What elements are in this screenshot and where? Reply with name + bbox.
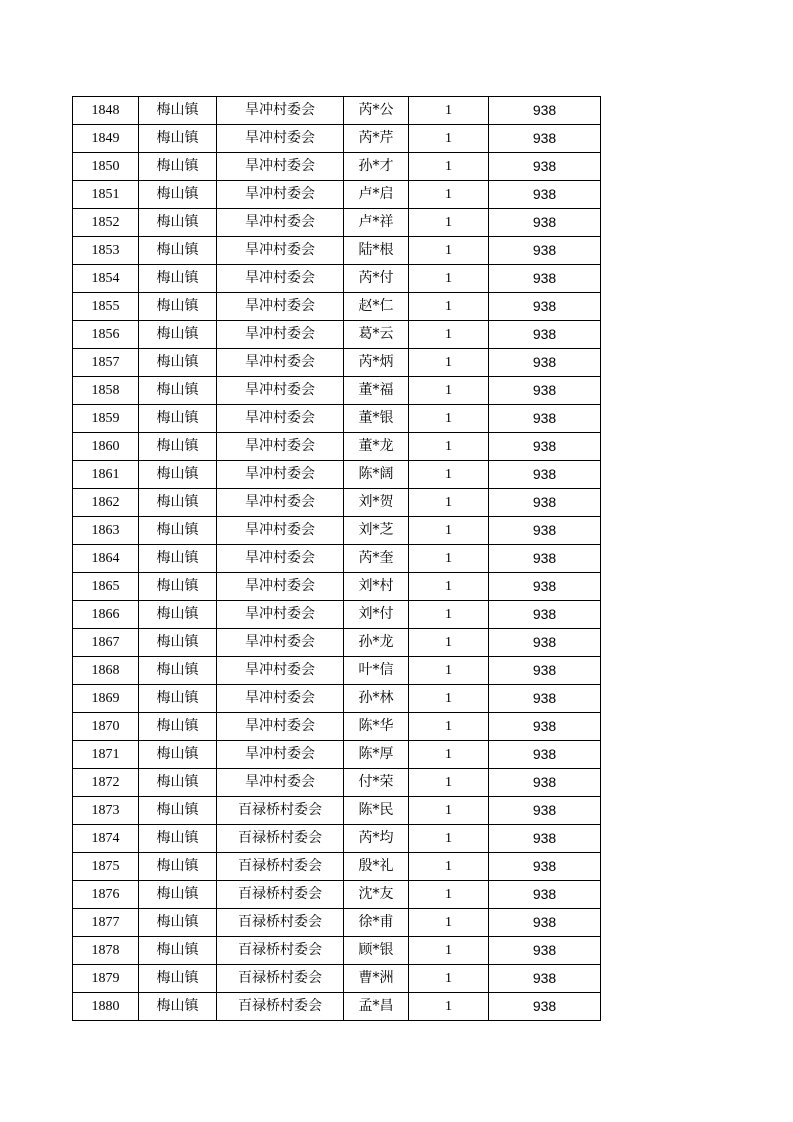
town-cell: 梅山镇: [139, 433, 217, 461]
amount-cell: 938: [489, 349, 601, 377]
town-cell: 梅山镇: [139, 601, 217, 629]
row-number-cell: 1851: [73, 181, 139, 209]
amount-cell: 938: [489, 125, 601, 153]
town-cell: 梅山镇: [139, 517, 217, 545]
count-cell: 1: [409, 993, 489, 1021]
recipient-name-cell: 刘*村: [344, 573, 409, 601]
count-cell: 1: [409, 797, 489, 825]
row-number-cell: 1860: [73, 433, 139, 461]
village-committee-cell: 百禄桥村委会: [217, 909, 344, 937]
town-cell: 梅山镇: [139, 909, 217, 937]
town-cell: 梅山镇: [139, 209, 217, 237]
village-committee-cell: 旱冲村委会: [217, 153, 344, 181]
row-number-cell: 1856: [73, 321, 139, 349]
recipient-name-cell: 芮*奎: [344, 545, 409, 573]
row-number-cell: 1857: [73, 349, 139, 377]
village-committee-cell: 旱冲村委会: [217, 461, 344, 489]
table-row: [73, 741, 601, 769]
row-number-cell: 1870: [73, 713, 139, 741]
row-number-cell: 1872: [73, 769, 139, 797]
table-row: [73, 909, 601, 937]
table-row: [73, 993, 601, 1021]
town-cell: 梅山镇: [139, 265, 217, 293]
count-cell: 1: [409, 461, 489, 489]
row-number-cell: 1862: [73, 489, 139, 517]
town-cell: 梅山镇: [139, 797, 217, 825]
row-number-cell: 1849: [73, 125, 139, 153]
town-cell: 梅山镇: [139, 293, 217, 321]
recipient-name-cell: 孙*龙: [344, 629, 409, 657]
count-cell: 1: [409, 405, 489, 433]
amount-cell: 938: [489, 965, 601, 993]
table-row: [73, 461, 601, 489]
amount-cell: 938: [489, 685, 601, 713]
town-cell: 梅山镇: [139, 97, 217, 125]
table-row: [73, 657, 601, 685]
count-cell: 1: [409, 209, 489, 237]
amount-cell: 938: [489, 237, 601, 265]
count-cell: 1: [409, 825, 489, 853]
amount-cell: 938: [489, 993, 601, 1021]
table-row: [73, 713, 601, 741]
count-cell: 1: [409, 909, 489, 937]
amount-cell: 938: [489, 181, 601, 209]
town-cell: 梅山镇: [139, 573, 217, 601]
village-committee-cell: 旱冲村委会: [217, 349, 344, 377]
recipient-name-cell: 孟*昌: [344, 993, 409, 1021]
town-cell: 梅山镇: [139, 685, 217, 713]
amount-cell: 938: [489, 573, 601, 601]
recipient-name-cell: 卢*祥: [344, 209, 409, 237]
table-row: [73, 489, 601, 517]
row-number-cell: 1859: [73, 405, 139, 433]
count-cell: 1: [409, 237, 489, 265]
amount-cell: 938: [489, 629, 601, 657]
row-number-cell: 1880: [73, 993, 139, 1021]
amount-cell: 938: [489, 153, 601, 181]
count-cell: 1: [409, 321, 489, 349]
count-cell: 1: [409, 853, 489, 881]
village-committee-cell: 旱冲村委会: [217, 629, 344, 657]
village-committee-cell: 旱冲村委会: [217, 489, 344, 517]
town-cell: 梅山镇: [139, 825, 217, 853]
amount-cell: 938: [489, 741, 601, 769]
amount-cell: 938: [489, 461, 601, 489]
recipient-name-cell: 刘*付: [344, 601, 409, 629]
row-number-cell: 1867: [73, 629, 139, 657]
count-cell: 1: [409, 685, 489, 713]
village-committee-cell: 旱冲村委会: [217, 237, 344, 265]
count-cell: 1: [409, 769, 489, 797]
village-committee-cell: 旱冲村委会: [217, 713, 344, 741]
town-cell: 梅山镇: [139, 405, 217, 433]
recipient-name-cell: 芮*付: [344, 265, 409, 293]
town-cell: 梅山镇: [139, 769, 217, 797]
village-committee-cell: 百禄桥村委会: [217, 881, 344, 909]
village-committee-cell: 旱冲村委会: [217, 657, 344, 685]
table-row: [73, 685, 601, 713]
count-cell: 1: [409, 713, 489, 741]
village-committee-cell: 旱冲村委会: [217, 545, 344, 573]
village-committee-cell: 百禄桥村委会: [217, 965, 344, 993]
amount-cell: 938: [489, 769, 601, 797]
table-row: [73, 377, 601, 405]
recipient-name-cell: 赵*仁: [344, 293, 409, 321]
amount-cell: 938: [489, 881, 601, 909]
recipient-name-cell: 叶*信: [344, 657, 409, 685]
table-row: [73, 153, 601, 181]
recipient-name-cell: 董*银: [344, 405, 409, 433]
table-row: [73, 433, 601, 461]
table-row: [73, 853, 601, 881]
village-committee-cell: 旱冲村委会: [217, 125, 344, 153]
row-number-cell: 1871: [73, 741, 139, 769]
row-number-cell: 1863: [73, 517, 139, 545]
town-cell: 梅山镇: [139, 181, 217, 209]
count-cell: 1: [409, 629, 489, 657]
recipient-name-cell: 陈*民: [344, 797, 409, 825]
town-cell: 梅山镇: [139, 881, 217, 909]
village-committee-cell: 旱冲村委会: [217, 573, 344, 601]
count-cell: 1: [409, 965, 489, 993]
town-cell: 梅山镇: [139, 125, 217, 153]
table-row: [73, 825, 601, 853]
recipient-name-cell: 董*福: [344, 377, 409, 405]
amount-cell: 938: [489, 545, 601, 573]
town-cell: 梅山镇: [139, 713, 217, 741]
amount-cell: 938: [489, 517, 601, 545]
village-committee-cell: 旱冲村委会: [217, 741, 344, 769]
village-committee-cell: 百禄桥村委会: [217, 825, 344, 853]
village-committee-cell: 旱冲村委会: [217, 209, 344, 237]
amount-cell: 938: [489, 377, 601, 405]
recipient-name-cell: 芮*芹: [344, 125, 409, 153]
table-row: [73, 797, 601, 825]
town-cell: 梅山镇: [139, 237, 217, 265]
table-row: [73, 769, 601, 797]
recipient-name-cell: 卢*启: [344, 181, 409, 209]
village-committee-cell: 旱冲村委会: [217, 377, 344, 405]
village-committee-cell: 旱冲村委会: [217, 769, 344, 797]
village-committee-cell: 百禄桥村委会: [217, 993, 344, 1021]
count-cell: 1: [409, 97, 489, 125]
count-cell: 1: [409, 657, 489, 685]
amount-cell: 938: [489, 601, 601, 629]
count-cell: 1: [409, 741, 489, 769]
recipient-name-cell: 陈*阔: [344, 461, 409, 489]
town-cell: 梅山镇: [139, 965, 217, 993]
row-number-cell: 1864: [73, 545, 139, 573]
town-cell: 梅山镇: [139, 349, 217, 377]
village-committee-cell: 旱冲村委会: [217, 321, 344, 349]
village-committee-cell: 百禄桥村委会: [217, 937, 344, 965]
recipient-name-cell: 陆*根: [344, 237, 409, 265]
table-row: [73, 965, 601, 993]
row-number-cell: 1858: [73, 377, 139, 405]
amount-cell: 938: [489, 853, 601, 881]
count-cell: 1: [409, 489, 489, 517]
count-cell: 1: [409, 265, 489, 293]
count-cell: 1: [409, 573, 489, 601]
recipient-name-cell: 刘*芝: [344, 517, 409, 545]
town-cell: 梅山镇: [139, 937, 217, 965]
amount-cell: 938: [489, 825, 601, 853]
amount-cell: 938: [489, 797, 601, 825]
row-number-cell: 1874: [73, 825, 139, 853]
table-row: [73, 881, 601, 909]
town-cell: 梅山镇: [139, 993, 217, 1021]
town-cell: 梅山镇: [139, 629, 217, 657]
row-number-cell: 1850: [73, 153, 139, 181]
table-row: [73, 237, 601, 265]
village-committee-cell: 旱冲村委会: [217, 601, 344, 629]
row-number-cell: 1853: [73, 237, 139, 265]
table-row: [73, 937, 601, 965]
table-row: [73, 209, 601, 237]
count-cell: 1: [409, 349, 489, 377]
row-number-cell: 1866: [73, 601, 139, 629]
row-number-cell: 1879: [73, 965, 139, 993]
recipient-name-cell: 芮*炳: [344, 349, 409, 377]
table-row: [73, 293, 601, 321]
row-number-cell: 1878: [73, 937, 139, 965]
amount-cell: 938: [489, 293, 601, 321]
count-cell: 1: [409, 517, 489, 545]
table-row: [73, 545, 601, 573]
amount-cell: 938: [489, 405, 601, 433]
town-cell: 梅山镇: [139, 741, 217, 769]
amount-cell: 938: [489, 909, 601, 937]
village-committee-cell: 旱冲村委会: [217, 405, 344, 433]
town-cell: 梅山镇: [139, 853, 217, 881]
town-cell: 梅山镇: [139, 545, 217, 573]
village-committee-cell: 旱冲村委会: [217, 97, 344, 125]
recipient-name-cell: 孙*才: [344, 153, 409, 181]
recipient-name-cell: 刘*贺: [344, 489, 409, 517]
amount-cell: 938: [489, 433, 601, 461]
amount-cell: 938: [489, 657, 601, 685]
amount-cell: 938: [489, 937, 601, 965]
amount-cell: 938: [489, 97, 601, 125]
recipient-name-cell: 陈*华: [344, 713, 409, 741]
amount-cell: 938: [489, 265, 601, 293]
village-committee-cell: 旱冲村委会: [217, 181, 344, 209]
count-cell: 1: [409, 601, 489, 629]
count-cell: 1: [409, 153, 489, 181]
row-number-cell: 1873: [73, 797, 139, 825]
recipient-name-cell: 徐*甫: [344, 909, 409, 937]
table-row: [73, 349, 601, 377]
row-number-cell: 1852: [73, 209, 139, 237]
table-row: [73, 405, 601, 433]
count-cell: 1: [409, 881, 489, 909]
table-row: [73, 125, 601, 153]
row-number-cell: 1861: [73, 461, 139, 489]
recipient-name-cell: 芮*公: [344, 97, 409, 125]
recipient-name-cell: 陈*厚: [344, 741, 409, 769]
table-row: [73, 629, 601, 657]
recipient-name-cell: 董*龙: [344, 433, 409, 461]
roster-body: [73, 97, 601, 1021]
recipient-name-cell: 芮*均: [344, 825, 409, 853]
recipient-name-cell: 顾*银: [344, 937, 409, 965]
village-committee-cell: 旱冲村委会: [217, 265, 344, 293]
village-committee-cell: 百禄桥村委会: [217, 797, 344, 825]
recipient-name-cell: 孙*林: [344, 685, 409, 713]
amount-cell: 938: [489, 713, 601, 741]
village-committee-cell: 旱冲村委会: [217, 433, 344, 461]
village-committee-cell: 旱冲村委会: [217, 685, 344, 713]
count-cell: 1: [409, 377, 489, 405]
row-number-cell: 1865: [73, 573, 139, 601]
town-cell: 梅山镇: [139, 489, 217, 517]
village-committee-cell: 旱冲村委会: [217, 293, 344, 321]
row-number-cell: 1877: [73, 909, 139, 937]
recipient-name-cell: 付*荣: [344, 769, 409, 797]
table-row: [73, 181, 601, 209]
village-committee-cell: 百禄桥村委会: [217, 853, 344, 881]
recipient-name-cell: 葛*云: [344, 321, 409, 349]
amount-cell: 938: [489, 489, 601, 517]
recipient-name-cell: 沈*友: [344, 881, 409, 909]
recipient-name-cell: 曹*洲: [344, 965, 409, 993]
count-cell: 1: [409, 545, 489, 573]
row-number-cell: 1854: [73, 265, 139, 293]
row-number-cell: 1855: [73, 293, 139, 321]
table-row: [73, 97, 601, 125]
town-cell: 梅山镇: [139, 461, 217, 489]
row-number-cell: 1868: [73, 657, 139, 685]
row-number-cell: 1848: [73, 97, 139, 125]
table-row: [73, 601, 601, 629]
town-cell: 梅山镇: [139, 657, 217, 685]
count-cell: 1: [409, 937, 489, 965]
count-cell: 1: [409, 125, 489, 153]
amount-cell: 938: [489, 321, 601, 349]
row-number-cell: 1875: [73, 853, 139, 881]
row-number-cell: 1869: [73, 685, 139, 713]
table-row: [73, 517, 601, 545]
town-cell: 梅山镇: [139, 153, 217, 181]
table-row: [73, 573, 601, 601]
count-cell: 1: [409, 433, 489, 461]
recipient-name-cell: 殷*礼: [344, 853, 409, 881]
count-cell: 1: [409, 293, 489, 321]
amount-cell: 938: [489, 209, 601, 237]
town-cell: 梅山镇: [139, 377, 217, 405]
table-row: [73, 321, 601, 349]
village-committee-cell: 旱冲村委会: [217, 517, 344, 545]
roster-table: [72, 96, 601, 1021]
table-row: [73, 265, 601, 293]
row-number-cell: 1876: [73, 881, 139, 909]
count-cell: 1: [409, 181, 489, 209]
town-cell: 梅山镇: [139, 321, 217, 349]
